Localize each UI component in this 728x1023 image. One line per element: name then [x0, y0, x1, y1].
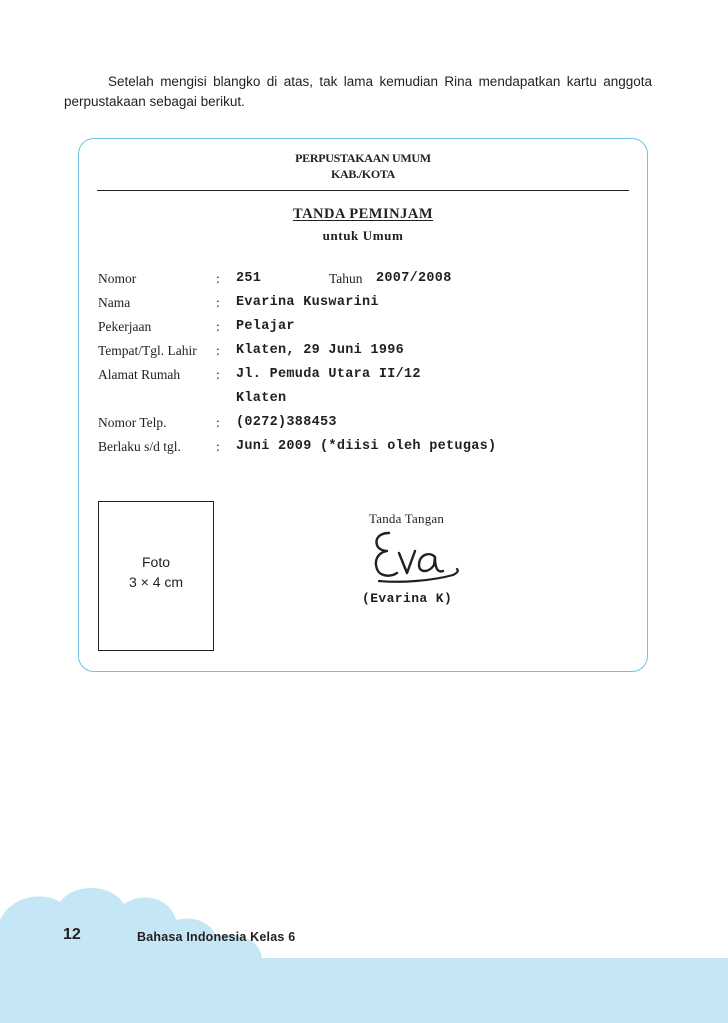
field-label: Tempat/Tgl. Lahir	[98, 343, 197, 358]
field-value: Pelajar	[236, 319, 295, 334]
field-colon: :	[216, 415, 220, 430]
field-value: 251	[236, 271, 262, 286]
field-value: Evarina Kuswarini	[236, 295, 379, 310]
field-row-alamat-line2	[79, 389, 647, 409]
field-colon: :	[216, 271, 220, 286]
signature-name: (Evarina K)	[362, 591, 453, 606]
page-number: 12	[63, 926, 81, 943]
field-colon: :	[216, 343, 220, 358]
footer-band	[0, 958, 728, 1023]
field-label: Pekerjaan	[98, 319, 152, 334]
field-value: (0272)388453	[236, 415, 337, 430]
field-row-pekerjaan	[79, 317, 647, 337]
field-label: Alamat Rumah	[98, 367, 181, 382]
field-colon: :	[216, 319, 220, 334]
field-row-telp	[79, 413, 647, 433]
field-value-tahun: 2007/2008	[376, 271, 452, 286]
field-label: Berlaku s/d tgl.	[98, 439, 181, 454]
field-label: Nama	[98, 295, 131, 310]
field-colon: :	[216, 367, 220, 382]
field-value: Juni 2009 (*diisi oleh petugas)	[236, 439, 497, 454]
field-colon: :	[216, 295, 220, 310]
intro-paragraph: Setelah mengisi blangko di atas, tak lama kemudian Rina mendapatkan kartu anggota perpustakaan sebagai berikut.	[64, 74, 652, 109]
library-card	[78, 138, 648, 672]
handwritten-signature	[371, 527, 471, 589]
field-row-ttl	[79, 341, 647, 361]
field-value: Jl. Pemuda Utara II/12	[236, 367, 421, 382]
signature-label: Tanda Tangan	[369, 511, 445, 526]
photo-size: 3 × 4 cm	[128, 574, 184, 590]
library-name: PERPUSTAKAAN UMUM	[295, 151, 431, 165]
field-row-alamat	[79, 365, 647, 385]
field-row-nomor	[79, 269, 647, 289]
field-row-nama	[79, 293, 647, 313]
field-colon: :	[216, 439, 220, 454]
decorative-cloud	[0, 880, 330, 970]
library-sub: KAB./KOTA	[330, 167, 396, 181]
header-divider	[97, 190, 629, 191]
field-value: Klaten	[236, 391, 287, 406]
book-title: Bahasa Indonesia Kelas 6	[137, 930, 296, 944]
field-row-berlaku	[79, 437, 647, 457]
photo-placeholder	[98, 501, 214, 651]
field-value: Klaten, 29 Juni 1996	[236, 343, 405, 358]
photo-label: Foto	[141, 554, 170, 570]
field-label-tahun: Tahun	[329, 271, 363, 286]
field-label: Nomor	[98, 271, 137, 286]
card-subtitle: untuk Umum	[322, 228, 404, 243]
field-label: Nomor Telp.	[98, 415, 167, 430]
card-title: TANDA PEMINJAM	[292, 206, 434, 222]
